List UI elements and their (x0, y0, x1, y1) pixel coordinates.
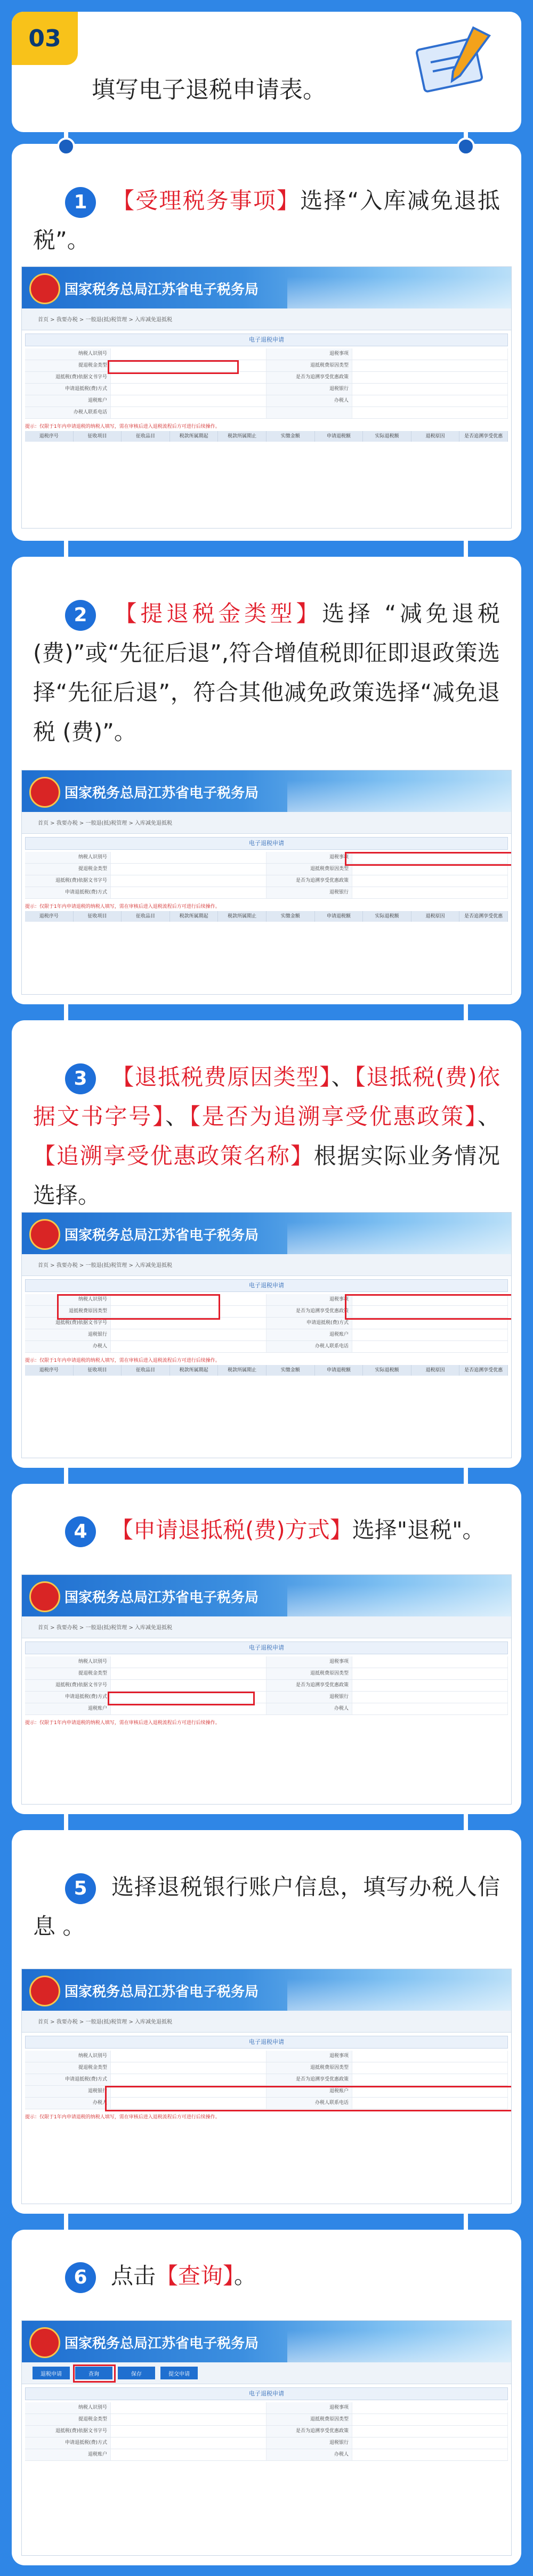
input-cell[interactable] (111, 1341, 266, 1352)
field-label: 办税人 (266, 2449, 352, 2460)
form-row (25, 1668, 508, 1680)
field-label: 是否为追溯享受优惠政策 (266, 875, 352, 887)
step-number: 4 (65, 1516, 96, 1547)
field-label: 是否为追溯享受优惠政策 (266, 2074, 352, 2085)
field-label: 退税事项 (266, 1656, 352, 1668)
banner-mountain (287, 2330, 511, 2362)
highlight-text: 【追溯享受优惠政策名称】 (33, 1143, 314, 1169)
field-label: 退税银行 (25, 2086, 111, 2097)
field-label: 退税账户 (25, 1703, 111, 1714)
field-label: 退税账户 (266, 1329, 352, 1340)
step-instruction (33, 1510, 500, 1550)
select-cell[interactable] (352, 2074, 508, 2085)
highlight-text: 【退抵税费原因类型】 (111, 1064, 332, 1090)
field-label: 是否为追溯享受优惠政策 (266, 372, 352, 383)
form-row (25, 875, 508, 887)
tax-emblem-icon (29, 1976, 60, 2006)
field-label: 退抵税费原因类型 (266, 1668, 352, 1679)
tax-emblem-icon (29, 2327, 60, 2358)
connector-dot (457, 137, 475, 156)
field-label: 退税账户 (266, 2086, 352, 2097)
column-header: 退税原因 (411, 1365, 460, 1376)
field-label: 纳税人识别号 (25, 348, 111, 360)
form-title: 电子退税申请 (25, 2387, 508, 2400)
app-screenshot (21, 770, 512, 995)
field-label: 办税人 (25, 2098, 111, 2109)
select-cell[interactable] (352, 2062, 508, 2074)
column-header: 实际退税额 (363, 1365, 411, 1376)
toolbar (22, 1616, 511, 1638)
input-cell[interactable] (111, 348, 266, 360)
column-header: 税款所属期止 (218, 431, 266, 442)
field-label: 办税人联系电话 (266, 1341, 352, 1352)
select-cell[interactable] (111, 887, 266, 898)
form-grid (25, 1656, 508, 1715)
field-label: 纳税人识别号 (25, 1656, 111, 1668)
column-header: 实际退税额 (363, 911, 411, 922)
input-cell[interactable] (111, 1656, 266, 1668)
form-title: 电子退税申请 (25, 1279, 508, 1292)
highlight-text: 【提退税金类型】 (111, 600, 322, 627)
field-label: 退税事项 (266, 2402, 352, 2414)
column-header: 征收项目 (74, 431, 122, 442)
form-row (25, 1692, 508, 1703)
select-cell[interactable] (111, 2074, 266, 2085)
pencil-note-icon (409, 22, 500, 97)
select-cell[interactable] (111, 384, 266, 395)
column-header: 征收项目 (74, 911, 122, 922)
step-number-badge: 03 (12, 12, 78, 65)
select-cell[interactable] (352, 360, 508, 371)
column-header: 是否追溯享受优惠 (459, 911, 508, 922)
column-header: 退税序号 (25, 431, 74, 442)
step-instruction (33, 2256, 500, 2296)
field-label: 退税事项 (266, 1294, 352, 1305)
warning-text: 提示：仅限于1年内申请退税的纳税人填写，需在审核后进入退税流程后方可进行后续操作。 (25, 2115, 220, 2120)
field-label: 退税银行 (266, 887, 352, 898)
form-row (25, 1680, 508, 1692)
form-row (25, 407, 508, 419)
save-button[interactable]: 保存 (118, 2367, 155, 2379)
table-header (25, 911, 508, 922)
breadcrumb: 首页 > 我要办税 > 一般退(抵)税管理 > 入库减免退抵税 (38, 2019, 173, 2025)
site-title: 国家税务总局江苏省电子税务局 (64, 282, 259, 298)
highlight-box (108, 360, 239, 374)
select-cell[interactable] (111, 1668, 266, 1679)
input-cell[interactable] (111, 2402, 266, 2414)
step-card-5 (12, 1830, 521, 2214)
step-number: 6 (65, 2262, 96, 2293)
instruction-text: 选择 “减免退税(费)”或“先征后退”,符合增值税即征即退政策选择“先征后退”，符合其他减免政策选择“减免退税 (费)”。 (33, 600, 500, 745)
column-header: 税款所属期止 (218, 1365, 266, 1376)
step-instruction (33, 1058, 500, 1215)
select-cell[interactable] (352, 2414, 508, 2425)
column-header: 实际退税额 (363, 431, 411, 442)
input-cell[interactable] (111, 2449, 266, 2460)
field-label: 提退税金类型 (25, 360, 111, 371)
instruction-text: 根据实际业务情况选择。 (33, 1143, 500, 1208)
select-cell[interactable] (352, 887, 508, 898)
field-label: 纳税人识别号 (25, 2402, 111, 2414)
highlight-text: 【退抵税(费)依据文书字号】 (33, 1064, 500, 1129)
app-screenshot (21, 266, 512, 529)
banner-mountain (287, 277, 511, 308)
app-screenshot (21, 2320, 512, 2556)
form-row (25, 2402, 508, 2414)
form-row (25, 2051, 508, 2062)
form-row (25, 2074, 508, 2086)
app-screenshot (21, 1574, 512, 1805)
highlight-text: 【受理税务事项】 (111, 188, 301, 214)
form-row (25, 1341, 508, 1353)
field-label: 退抵税费原因类型 (266, 864, 352, 875)
tax-emblem-icon (29, 777, 60, 808)
column-header: 税款所属期起 (170, 1365, 219, 1376)
form-row (25, 372, 508, 384)
column-header: 实缴金额 (266, 431, 315, 442)
field-label: 办税人 (266, 395, 352, 407)
field-label: 申请退抵税(费)方式 (25, 2074, 111, 2085)
step-card-6 (12, 2230, 521, 2565)
form-grid (25, 348, 508, 419)
field-label: 退抵税(费)依据文书字号 (25, 2426, 111, 2437)
column-header: 征收品目 (122, 1365, 170, 1376)
highlight-box (73, 2364, 116, 2383)
step-instruction (33, 181, 500, 260)
field-label: 是否为追溯享受优惠政策 (266, 1306, 352, 1317)
field-label: 退抵税(费)依据文书字号 (25, 372, 111, 383)
select-cell[interactable] (111, 2414, 266, 2425)
form-row (25, 2449, 508, 2461)
site-title: 国家税务总局江苏省电子税务局 (64, 1984, 259, 2000)
column-header: 税款所属期起 (170, 431, 219, 442)
field-label: 纳税人识别号 (25, 2051, 111, 2062)
form-row (25, 2426, 508, 2437)
select-cell[interactable] (352, 1692, 508, 1703)
banner-mountain (287, 1979, 511, 2011)
banner-mountain (287, 780, 511, 812)
form-title: 电子退税申请 (25, 2036, 508, 2049)
field-label: 退税银行 (266, 1692, 352, 1703)
field-label: 退税银行 (25, 1329, 111, 1340)
site-title: 国家税务总局江苏省电子税务局 (64, 1590, 259, 1606)
apply-button[interactable]: 退税申请 (33, 2367, 70, 2379)
warning-text: 提示：仅限于1年内申请退税的纳税人填写，需在审核后进入退税流程后方可进行后续操作。 (25, 1720, 220, 1726)
field-label: 申请退抵税(费)方式 (25, 384, 111, 395)
column-header: 税款所属期止 (218, 911, 266, 922)
field-label: 申请退抵税(费)方式 (266, 1318, 352, 1329)
breadcrumb: 首页 > 我要办税 > 一般退(抵)税管理 > 入库减免退抵税 (38, 1625, 173, 1631)
select-cell[interactable] (352, 2051, 508, 2062)
toolbar (22, 2362, 511, 2384)
highlight-text: 【查询】 (156, 2263, 235, 2289)
field-label: 退抵税费原因类型 (266, 360, 352, 371)
instruction-text: 。 (234, 2263, 257, 2289)
field-label: 退抵税费原因类型 (266, 2062, 352, 2074)
select-cell[interactable] (352, 875, 508, 887)
highlight-text: 【是否为追溯享受优惠政策】 (189, 1103, 478, 1129)
site-banner (22, 1213, 511, 1254)
field-label: 退税事项 (266, 2051, 352, 2062)
select-cell[interactable] (352, 2402, 508, 2414)
column-header: 实缴金额 (266, 911, 315, 922)
column-header: 是否追溯享受优惠 (459, 1365, 508, 1376)
step-header (12, 12, 521, 132)
form-row (25, 360, 508, 372)
field-label: 办税人联系电话 (266, 2098, 352, 2109)
field-label: 是否为追溯享受优惠政策 (266, 2426, 352, 2437)
input-cell[interactable] (352, 2449, 508, 2460)
select-cell[interactable] (352, 1656, 508, 1668)
input-cell[interactable] (352, 1703, 508, 1714)
instruction-text: 、 (331, 1064, 354, 1090)
input-cell[interactable] (111, 852, 266, 863)
field-label: 申请退抵税(费)方式 (25, 2437, 111, 2449)
select-cell[interactable] (352, 348, 508, 360)
select-cell[interactable] (352, 384, 508, 395)
form-grid (25, 2402, 508, 2461)
warning-text: 提示：仅限于1年内申请退税的纳税人填写，需在审核后进入退税流程后方可进行后续操作。 (25, 904, 220, 909)
form-row (25, 2414, 508, 2426)
input-cell[interactable] (352, 1341, 508, 1352)
breadcrumb: 首页 > 我要办税 > 一般退(抵)税管理 > 入库减免退抵税 (38, 1263, 173, 1269)
column-header: 退税原因 (411, 431, 460, 442)
toolbar (22, 2011, 511, 2033)
step-number: 1 (65, 187, 96, 218)
field-label: 是否为追溯享受优惠政策 (266, 1680, 352, 1691)
form-title: 电子退税申请 (25, 334, 508, 346)
form-row (25, 1656, 508, 1668)
site-banner (22, 2321, 511, 2362)
field-label: 退抵税费原因类型 (25, 1306, 111, 1317)
field-label: 退税账户 (25, 395, 111, 407)
app-screenshot (21, 1969, 512, 2204)
highlight-text: 【申请退抵税(费)方式】 (111, 1517, 352, 1543)
instruction-text: 、 (477, 1103, 500, 1129)
select-cell[interactable] (111, 864, 266, 875)
field-label: 申请退抵税(费)方式 (25, 887, 111, 898)
column-header: 征收项目 (74, 1365, 122, 1376)
step-number: 3 (65, 1063, 96, 1094)
field-label: 退税事项 (266, 348, 352, 360)
select-cell[interactable] (352, 1668, 508, 1679)
field-label: 办税人联系电话 (25, 407, 111, 418)
site-banner (22, 770, 511, 812)
column-header: 申请退税额 (315, 911, 364, 922)
select-cell[interactable] (111, 2437, 266, 2449)
column-header: 税款所属期起 (170, 911, 219, 922)
toolbar (22, 812, 511, 834)
banner-mountain (287, 1584, 511, 1616)
step-title: 填写电子退税申请表。 (92, 76, 326, 103)
site-banner (22, 267, 511, 308)
connector-dot (57, 137, 75, 156)
field-label: 退税事项 (266, 852, 352, 863)
tax-emblem-icon (29, 1581, 60, 1612)
highlight-box (345, 852, 512, 866)
highlight-box (108, 1692, 255, 1705)
step-number: 5 (65, 1873, 96, 1904)
field-label: 申请退抵税(费)方式 (25, 1692, 111, 1703)
form-grid (25, 2051, 508, 2109)
column-header: 征收品目 (122, 911, 170, 922)
step-card-3 (12, 1020, 521, 1468)
form-title: 电子退税申请 (25, 837, 508, 850)
column-header: 申请退税额 (315, 431, 364, 442)
field-label: 办税人 (266, 1703, 352, 1714)
instruction-text: 、 (165, 1103, 189, 1129)
highlight-box (345, 1294, 512, 1320)
field-label: 提退税金类型 (25, 2414, 111, 2425)
form-row (25, 395, 508, 407)
input-cell[interactable] (111, 395, 266, 407)
app-screenshot (21, 1212, 512, 1458)
breadcrumb: 首页 > 我要办税 > 一般退(抵)税管理 > 入库减免退抵税 (38, 820, 173, 826)
column-header: 是否追溯享受优惠 (459, 431, 508, 442)
input-cell[interactable] (352, 1329, 508, 1340)
column-header: 征收品目 (122, 431, 170, 442)
field-label: 纳税人识别号 (25, 852, 111, 863)
column-header: 申请退税额 (315, 1365, 364, 1376)
column-header: 实缴金额 (266, 1365, 315, 1376)
form-grid (25, 852, 508, 899)
form-row (25, 348, 508, 360)
site-title: 国家税务总局江苏省电子税务局 (64, 2336, 259, 2352)
form-row (25, 384, 508, 395)
site-title: 国家税务总局江苏省电子税务局 (64, 1228, 259, 1244)
select-cell[interactable] (352, 2426, 508, 2437)
form-row (25, 887, 508, 899)
select-cell[interactable] (352, 372, 508, 383)
step-instruction (33, 594, 500, 752)
site-title: 国家税务总局江苏省电子税务局 (64, 785, 259, 801)
input-cell[interactable] (352, 395, 508, 407)
select-cell[interactable] (111, 1329, 266, 1340)
field-label: 提退税金类型 (25, 864, 111, 875)
field-label: 提退税金类型 (25, 2062, 111, 2074)
step-instruction (33, 1867, 500, 1946)
step-card-2 (12, 557, 521, 1004)
select-cell[interactable] (111, 2062, 266, 2074)
step-number: 2 (65, 600, 96, 631)
warning-text: 提示：仅限于1年内申请退税的纳税人填写，需在审核后进入退税流程后方可进行后续操作。 (25, 424, 220, 429)
toolbar (22, 308, 511, 330)
table-header (25, 1365, 508, 1376)
input-cell[interactable] (111, 407, 266, 418)
query-button[interactable]: 查询 (75, 2367, 112, 2379)
field-label: 退税银行 (266, 2437, 352, 2449)
input-cell[interactable] (111, 1680, 266, 1691)
select-cell[interactable] (352, 2437, 508, 2449)
select-cell[interactable] (352, 1680, 508, 1691)
instruction-text: 选择"退税"。 (352, 1517, 485, 1543)
warning-text: 提示：仅限于1年内申请退税的纳税人填写，需在审核后进入退税流程后方可进行后续操作。 (25, 1358, 220, 1363)
form-row (25, 2437, 508, 2449)
form-title: 电子退税申请 (25, 1642, 508, 1654)
highlight-box (105, 2086, 512, 2111)
banner-mountain (287, 1222, 511, 1254)
form-row (25, 1329, 508, 1341)
submit-button[interactable]: 提交申请 (160, 2367, 198, 2379)
field-label: 纳税人识别号 (25, 1294, 111, 1305)
instruction-text: 点击 (111, 2263, 156, 2289)
table-header (25, 431, 508, 442)
breadcrumb: 首页 > 我要办税 > 一般退(抵)税管理 > 入库减免退抵税 (38, 317, 173, 323)
site-banner (22, 1575, 511, 1616)
input-cell[interactable] (111, 875, 266, 887)
field-label: 退抵税(费)依据文书字号 (25, 1680, 111, 1691)
site-banner (22, 1969, 511, 2011)
field-label: 退抵税费原因类型 (266, 2414, 352, 2425)
column-header: 退税原因 (411, 911, 460, 922)
toolbar (22, 1254, 511, 1276)
tax-emblem-icon (29, 1219, 60, 1250)
field-label: 办税人 (25, 1341, 111, 1352)
instruction-text: 选择“入库减免退抵税”。 (33, 188, 500, 253)
step-card-4 (12, 1484, 521, 1814)
form-grid (25, 1294, 508, 1353)
field-label: 退抵税(费)依据文书字号 (25, 875, 111, 887)
form-row (25, 2062, 508, 2074)
highlight-box (57, 1294, 220, 1320)
field-label: 退抵税(费)依据文书字号 (25, 1318, 111, 1329)
step-card-1 (12, 144, 521, 541)
field-label: 退税银行 (266, 384, 352, 395)
form-row (25, 1703, 508, 1715)
column-header: 退税序号 (25, 911, 74, 922)
input-cell[interactable] (111, 2426, 266, 2437)
field-label: 退税账户 (25, 2449, 111, 2460)
tax-emblem-icon (29, 273, 60, 304)
input-cell[interactable] (111, 2051, 266, 2062)
field-label: 提退税金类型 (25, 1668, 111, 1679)
column-header: 退税序号 (25, 1365, 74, 1376)
instruction-text: 选择退税银行账户信息，填写办税人信息 。 (33, 1874, 500, 1939)
